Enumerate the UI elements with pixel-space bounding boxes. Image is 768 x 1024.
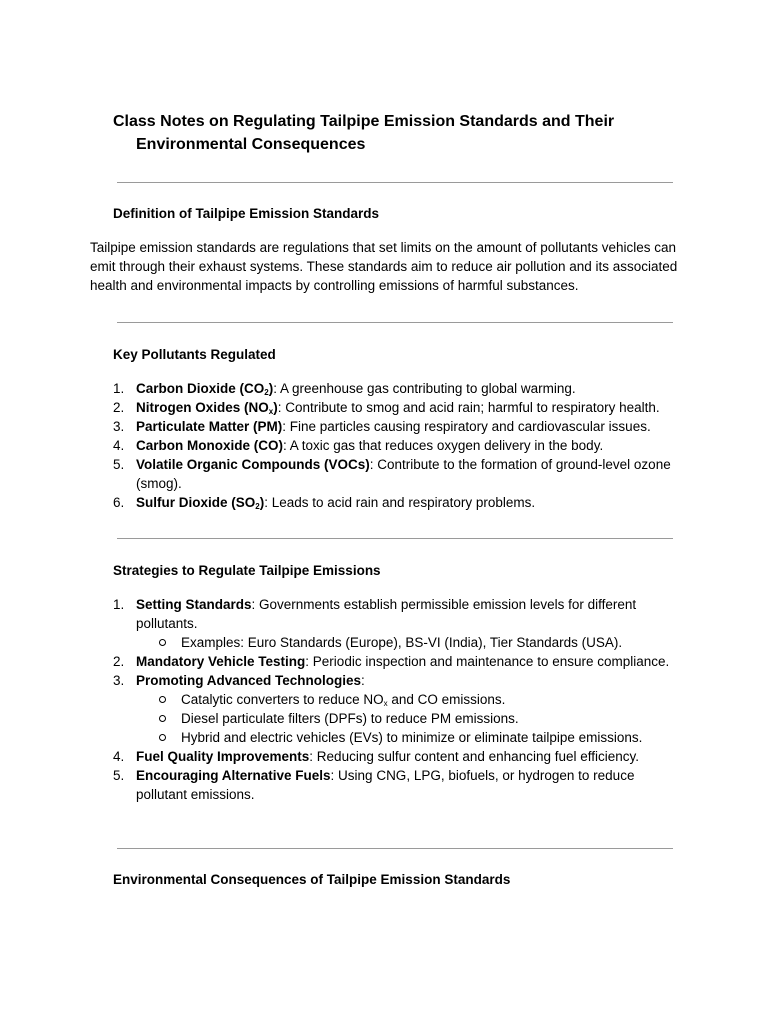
hollow-bullet-icon <box>159 639 166 646</box>
sub-list <box>136 690 688 747</box>
strategy-list <box>113 595 688 804</box>
pollutant-term <box>136 457 370 472</box>
list-item <box>113 766 688 804</box>
sub-item-text-end: and CO emissions. <box>387 692 506 707</box>
sub-list-item <box>136 709 688 728</box>
term-text: Nitrogen Oxides (NO <box>136 400 269 415</box>
list-number: 2. <box>113 400 125 415</box>
pollutant-description: : Leads to acid rain and respiratory problems. <box>264 495 536 510</box>
pollutant-term <box>136 495 264 510</box>
subscript: 2 <box>264 388 269 397</box>
sub-list-item <box>136 633 688 652</box>
divider <box>117 848 673 849</box>
sub-list-item <box>136 728 688 747</box>
list-number: 5. <box>113 457 125 472</box>
section-heading-consequences: Environmental Consequences of Tailpipe Emission Standards <box>113 872 511 887</box>
section-heading-definition: Definition of Tailpipe Emission Standards <box>113 206 380 221</box>
list-item <box>113 747 688 766</box>
strategy-description: : Periodic inspection and maintenance to ensure compliance. <box>305 654 670 669</box>
list-number: 3. <box>113 673 125 688</box>
hollow-bullet-icon <box>159 734 166 741</box>
strategy-term: Promoting Advanced Technologies <box>136 673 362 688</box>
sub-item-text: Hybrid and electric vehicles (EVs) to minimize or eliminate tailpipe emissions. <box>181 730 643 745</box>
list-item <box>113 652 688 671</box>
pollutant-term <box>136 400 278 415</box>
sub-list <box>136 633 688 652</box>
list-number: 2. <box>113 654 125 669</box>
pollutant-term <box>136 419 282 434</box>
pollutant-description: : Contribute to the formation of ground-level ozone (smog). <box>136 457 671 491</box>
list-number: 6. <box>113 495 125 510</box>
pollutant-description: : Fine particles causing respiratory and cardiovascular issues. <box>282 419 651 434</box>
definition-paragraph: Tailpipe emission standards are regulations that set limits on the amount of pollutants vehicles can emit through their exhaust systems. These standards aim to reduce air pollution and its associated health and environmental impacts by controlling emissions of harmful substances. <box>90 240 678 293</box>
sub-item-text: Diesel particulate filters (DPFs) to reduce PM emissions. <box>181 711 519 726</box>
divider <box>117 538 673 539</box>
sub-list-item <box>136 690 688 709</box>
list-number: 5. <box>113 768 125 783</box>
list-item <box>113 493 688 512</box>
section-heading-strategies: Strategies to Regulate Tailpipe Emissions <box>113 563 381 578</box>
pollutant-description: : A toxic gas that reduces oxygen delivery in the body. <box>283 438 604 453</box>
strategy-term: Fuel Quality Improvements <box>136 749 310 764</box>
list-number: 1. <box>113 597 125 612</box>
hollow-bullet-icon <box>159 715 166 722</box>
sub-item-text: Catalytic converters to reduce NO <box>181 692 384 707</box>
term-text: Volatile Organic Compounds (VOCs) <box>136 457 370 472</box>
subscript: 2 <box>255 502 260 511</box>
divider <box>117 182 673 183</box>
strategy-description: : Using CNG, LPG, biofuels, or hydrogen to reduce pollutant emissions. <box>136 768 635 802</box>
sub-item-text: Examples: Euro Standards (Europe), BS-VI (India), Tier Standards (USA). <box>181 635 623 650</box>
hollow-bullet-icon <box>159 696 166 703</box>
pollutant-list <box>113 379 688 512</box>
list-number: 4. <box>113 749 125 764</box>
term-text: Particulate Matter (PM) <box>136 419 283 434</box>
list-number: 4. <box>113 438 125 453</box>
list-number: 1. <box>113 381 125 396</box>
section-heading-pollutants: Key Pollutants Regulated <box>113 347 276 362</box>
term-text: Carbon Dioxide (CO <box>136 381 265 396</box>
list-item <box>113 398 688 417</box>
list-item <box>113 455 688 493</box>
term-end: ) <box>268 381 274 396</box>
strategy-term: Setting Standards <box>136 597 252 612</box>
pollutant-description: : A greenhouse gas contributing to global warming. <box>273 381 576 396</box>
strategy-term: Mandatory Vehicle Testing <box>136 654 306 669</box>
subscript: x <box>383 699 388 708</box>
term-text: Carbon Monoxide (CO) <box>136 438 283 453</box>
page-title: Class Notes on Regulating Tailpipe Emission Standards and Their Environmental Consequences <box>113 113 615 153</box>
strategy-description: : Reducing sulfur content and enhancing fuel efficiency. <box>309 749 640 764</box>
term-text: Sulfur Dioxide (SO <box>136 495 256 510</box>
pollutant-term <box>136 438 283 453</box>
list-item <box>113 379 688 398</box>
divider <box>117 322 673 323</box>
pollutant-description: : Contribute to smog and acid rain; harmful to respiratory health. <box>277 400 660 415</box>
term-end: ) <box>273 400 278 415</box>
strategy-term: Encouraging Alternative Fuels <box>136 768 331 783</box>
strategy-description: : Governments establish permissible emission levels for different pollutants. <box>136 597 637 631</box>
list-item <box>113 436 688 455</box>
subscript: x <box>268 407 274 416</box>
list-number: 3. <box>113 419 125 434</box>
pollutant-term <box>136 381 273 396</box>
list-item <box>113 671 688 747</box>
list-item <box>113 595 688 652</box>
term-end: ) <box>259 495 265 510</box>
strategy-description: : <box>361 673 365 688</box>
list-item <box>113 417 688 436</box>
